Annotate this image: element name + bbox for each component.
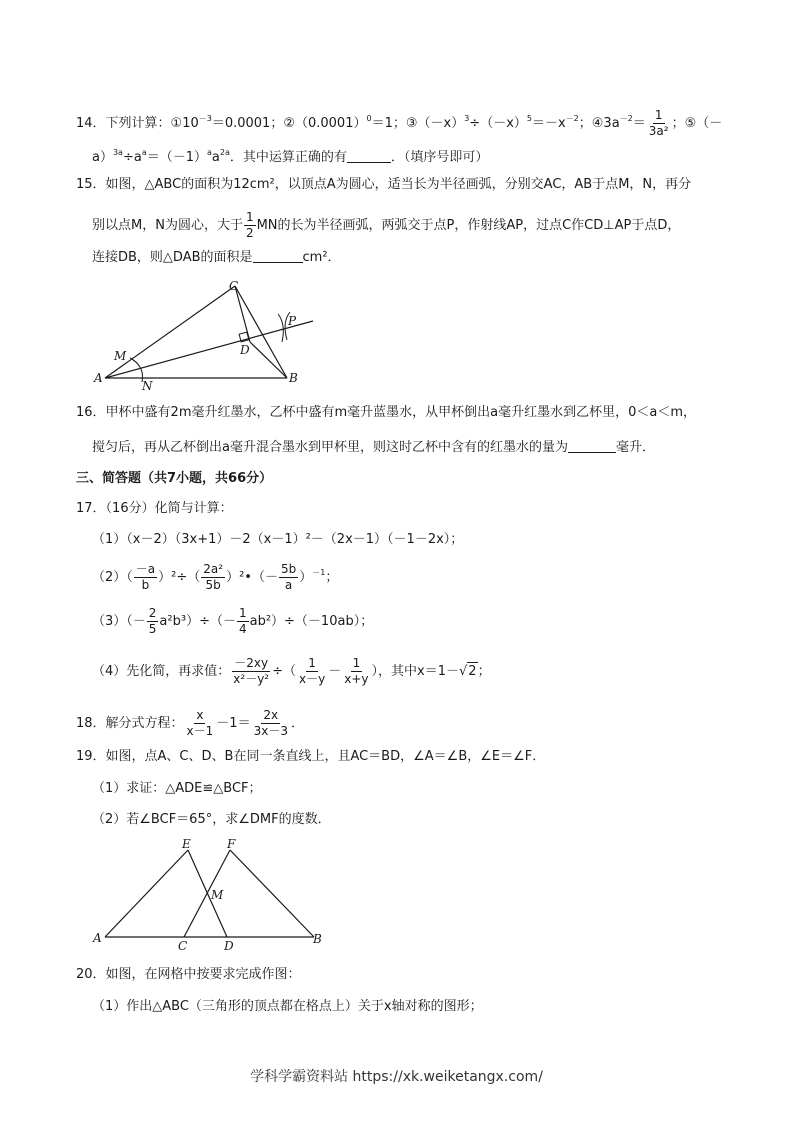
label-c: C: [178, 939, 188, 953]
label-m: M: [211, 888, 224, 902]
section-title: 三、简答题（共7小题，共66分）: [76, 471, 273, 486]
sqrt-sign: √: [458, 664, 468, 679]
fraction: $\frac{\text{2a²}}{5b}$: [203, 562, 224, 592]
label-c: C: [229, 279, 239, 293]
q15-line3: 连接DB，则△DAB的面积是 cm²．: [92, 250, 341, 265]
q20-line1: 20．如图，在网格中按要求完成作图：: [76, 967, 301, 982]
q15-line1: 15．如图，△ABC的面积为12cm²，以顶点A为圆心，适当长为半径画弧，分别交AC，AB于点M，N，再分: [76, 177, 692, 192]
label-d: D: [240, 343, 250, 357]
page-footer: 学科学霸资料站 https://xk.weiketangx.com/: [250, 1069, 543, 1085]
q19-part1: （1）求证：△ADE≌△BCF；: [92, 781, 262, 796]
q19-triangles-figure: [90, 836, 335, 954]
fraction: $\frac{1}{x-y}$: [299, 656, 326, 686]
q15-triangle-figure: [90, 278, 330, 396]
fraction: $\frac{-a}{b}$: [135, 562, 156, 592]
segment-ac: [105, 286, 235, 378]
q17-part1: （1）（x－2）（3x+1）－2（x－1）²－（2x－1）（－1－2x）；: [92, 532, 464, 547]
label-m: M: [114, 349, 127, 363]
label-n: N: [142, 379, 153, 393]
q14-line1: 14．下列计算：$①10^{-3}=0.0001$；$②(0.0001)^0=1$；$③(-x)^3\div(-x)^5=-x^{-2}$；$④3a^{-2}=$ $\frac{1}{\text{3a²}}$ ；⑤（－: [76, 108, 723, 138]
q17-part3: （3）（－ $\frac{2}{5}$ a²b³）÷（－ $\frac{1}{4}$ ab²）÷（－10ab）；: [92, 606, 374, 636]
q14-fraction: $\frac{1}{\text{3a²}}$: [648, 108, 669, 138]
q17-part4: （4）先化简，再求值： $\frac{-2xy}{\text{x²－y²}}$ ÷（ $\frac{1}{x-y}$ － $\frac{1}{x+y}$ ），其中x＝1－√2；: [92, 656, 491, 686]
fraction: $\frac{5b}{a}$: [280, 562, 297, 592]
label-a: A: [93, 931, 102, 945]
q20-part1: （1）作出△ABC（三角形的顶点都在格点上）关于x轴对称的图形；: [92, 999, 483, 1014]
q17-part2: （2）（ $\frac{-a}{b}$ ）²÷（ $\frac{\text{2a²}}{5b}$ ）²•（－ $\frac{5b}{a}$ ）$^{-1}$；: [92, 562, 339, 592]
label-a: A: [94, 371, 103, 385]
answer-blank[interactable]: [253, 248, 303, 263]
fraction: $\frac{-2xy}{\text{x²－y²}}$: [233, 656, 270, 686]
segment-ae: [105, 850, 188, 937]
segment-fb: [230, 850, 314, 937]
q16-line1: 16．甲杯中盛有2m毫升红墨水，乙杯中盛有m毫升蓝墨水，从甲杯倒出a毫升红墨水到乙杯里，0＜a＜m，: [76, 405, 697, 420]
segment-db: [250, 342, 287, 378]
q19-line1: 19．如图，点A、C、D、B在同一条直线上，且AC＝BD，∠A＝∠B，∠E＝∠F．: [76, 749, 546, 764]
q15-fraction: $\frac{1}{2}$: [245, 210, 254, 240]
q16-line2: 搅匀后，再从乙杯倒出a毫升混合墨水到甲杯里，则这时乙杯中含有的红墨水的量为 毫升．: [92, 440, 655, 455]
label-e: E: [182, 837, 191, 851]
fraction: $\frac{x}{x-1}$: [186, 708, 214, 738]
q17-title: 17．（16分）化简与计算：: [76, 501, 233, 516]
answer-blank[interactable]: [347, 148, 391, 163]
fraction: $\frac{1}{4}$: [238, 606, 247, 636]
q19-part2: （2）若∠BCF＝65°，求∠DMF的度数．: [92, 812, 331, 827]
label-p: P: [288, 314, 297, 328]
label-b: B: [289, 371, 298, 385]
arc-p1: [278, 314, 283, 342]
label-d: D: [224, 939, 234, 953]
q14-line2: $a)^{3a}\div a^a=(-1)^aa^{2a}$．其中运算正确的有 ．（填序号即可）: [92, 148, 489, 165]
fraction: $\frac{2}{5}$: [148, 606, 157, 636]
label-f: F: [227, 837, 236, 851]
fraction: $\frac{2x}{3x-3}$: [253, 708, 288, 738]
q15-line2: 别以点M，N为圆心，大于 $\frac{1}{2}$ MN的长为半径画弧，两弧交于点P，作射线AP，过点C作CD⊥AP于点D，: [92, 210, 681, 240]
fraction: $\frac{1}{x+y}$: [344, 656, 369, 686]
label-b: B: [313, 932, 322, 946]
segment-cb: [235, 286, 287, 378]
q18-line: 18．解分式方程： $\frac{x}{x-1}$ －1＝ $\frac{2x}{3x-3}$ ．: [76, 708, 304, 738]
answer-blank[interactable]: [568, 438, 616, 453]
